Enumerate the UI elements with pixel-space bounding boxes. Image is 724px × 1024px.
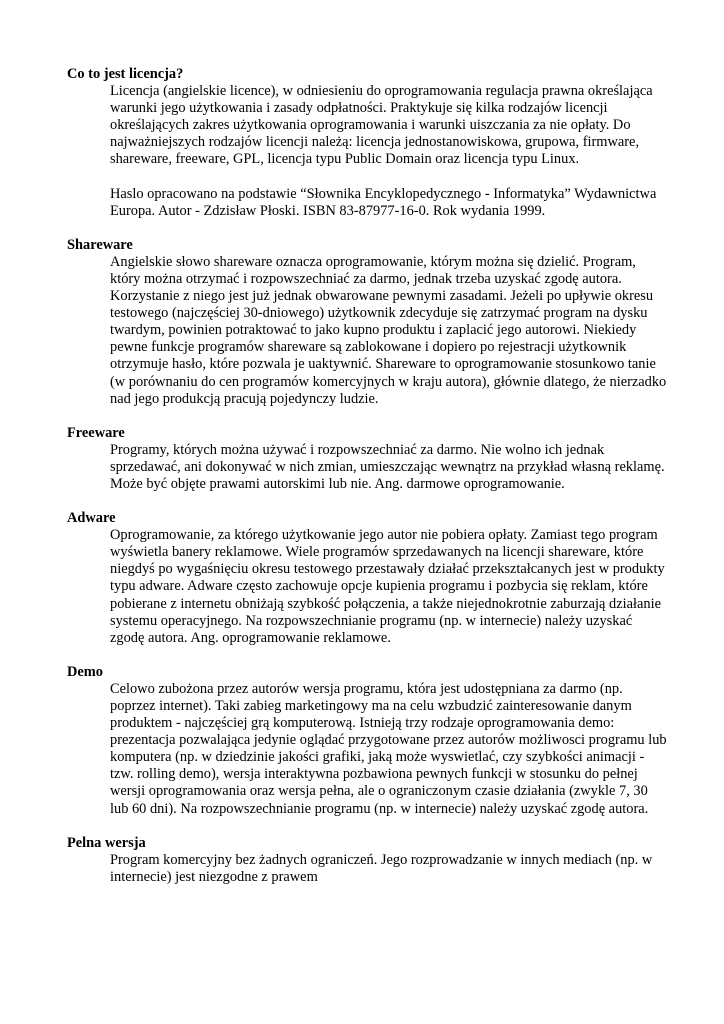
entry-definition bbox=[110, 852, 667, 886]
definition-paragraph: Celowo zubożona przez autorów wersja programu, która jest udostępniana za darmo (np. poprzez internet). Taki zabieg marketingowy ma na celu wzbudzić zainteresowanie danym produktem - najczęściej grą komputerową. Istnieją trzy rodzaje oprogramowania demo: prezentacja pozwalająca jedynie oglądać przygotowane przez autorów możliwosci programu lub komputera (np. w dziedzinie jakości grafiki, jaką może wyswietlać, czy szybkości animacji - tzw. rolling demo), wersja interaktywna pozbawiona pewnych funkcji w stosunku do pełnej wersji oprogramowania oraz wersja pełna, ale o ograniczonym czasie działania (zwykle 7, 30 lub 60 dni). Na rozpowszechnianie programu (np. w internecie) należy uzyskać zgodę autora. bbox=[110, 680, 667, 817]
definition-paragraph: Licencja (angielskie licence), w odniesieniu do oprogramowania regulacja prawna określająca warunki jego użytkowania i zasady odpłatności. Praktykuje się kilka rodzajów licencji określających zakres użytkowania oprogramowania i warunki uiszczania za nie opłaty. Do najważniejszych rodzajów licencji należą: licencja jednostanowiskowa, grupowa, firmware, shareware, freeware, GPL, licencja typu Public Domain oraz licencja typu Linux. bbox=[110, 83, 653, 168]
entry-definition bbox=[110, 83, 667, 220]
entry-definition bbox=[110, 681, 667, 818]
entry-definition bbox=[110, 442, 667, 493]
entry-term: Adware bbox=[67, 510, 116, 527]
source-note: Haslo opracowano na podstawie “Słownika Encyklopedycznego - Informatyka” Wydawnictwa Europa. Autor - Zdzisław Płoski. ISBN 83-87977-16-0. Rok wydania 1999. bbox=[110, 185, 657, 219]
definition-paragraph: Program komercyjny bez żadnych ograniczeń. Jego rozprowadzanie w innych mediach (np. w internecie) jest niezgodne z prawem bbox=[110, 851, 653, 885]
entry-term: Co to jest licencja? bbox=[67, 66, 184, 82]
entry-term: Pelna wersja bbox=[67, 834, 146, 851]
entry-term: Demo bbox=[67, 663, 103, 680]
entry-licencja bbox=[67, 66, 667, 220]
entry-term: Freeware bbox=[67, 424, 125, 441]
definition-paragraph: Oprogramowanie, za którego użytkowanie jego autor nie pobiera opłaty. Zamiast tego program wyświetla banery reklamowe. Wiele programów sprzedawanych na licencji shareware, które niegdyś po wygaśnięciu okresu testowego przestawały działać przekształcanych jest w produkty typu adware. Adware często zachowuje opcje kupienia programu i pozbycia się reklam, które pobierane z internetu obniżają szybkość połączenia, a także niejednokrotnie zaburzają działanie systemu operacyjnego. Na rozpowszechnianie programu (np. w internecie) należy uzyskać zgodę autora. Ang. oprogramowanie reklamowe. bbox=[110, 527, 665, 646]
entry-definition bbox=[110, 254, 667, 408]
entry-freeware bbox=[67, 425, 667, 493]
entry-adware bbox=[67, 510, 667, 647]
entry-definition bbox=[110, 527, 667, 647]
entry-term: Shareware bbox=[67, 236, 133, 253]
document-body bbox=[67, 66, 667, 903]
entry-pelna-wersja bbox=[67, 835, 667, 886]
entry-shareware bbox=[67, 237, 667, 408]
definition-paragraph: Programy, których można używać i rozpowszechniać za darmo. Nie wolno ich jednak sprzedawać, ani dokonywać w nich zmian, umieszczając wewnątrz na przykład własną reklamę. Może być objęte prawami autorskimi lub nie. Ang. darmowe oprogramowanie. bbox=[110, 441, 665, 492]
entry-demo bbox=[67, 664, 667, 818]
definition-paragraph: Angielskie słowo shareware oznacza oprogramowanie, którym można się dzielić. Program, który można otrzymać i rozpowszechniać za darmo, jednak trzeba uzyskać zgodę autora. Korzystanie z niego jest już jednak obwarowane pewnymi zasadami. Jeżeli po upływie okresu testowego (najczęściej 30-dniowego) użytkownik zdecyduje się zatrzymać program na dysku twardym, powinien potraktować to jako kupno produktu i zaplacić jego autorowi. Niekiedy pewne funkcje programów shareware są zablokowane i dopiero po rejestracji użytkownik otrzymuje hasło, które pozwala je uaktywnić. Shareware to oprogramowanie stosunkowo tanie (w porównaniu do cen programów komercyjnych w kraju autora), głównie dlatego, że nierzadko nad jego produkcją pracują pojedynczy ludzie. bbox=[110, 253, 667, 407]
